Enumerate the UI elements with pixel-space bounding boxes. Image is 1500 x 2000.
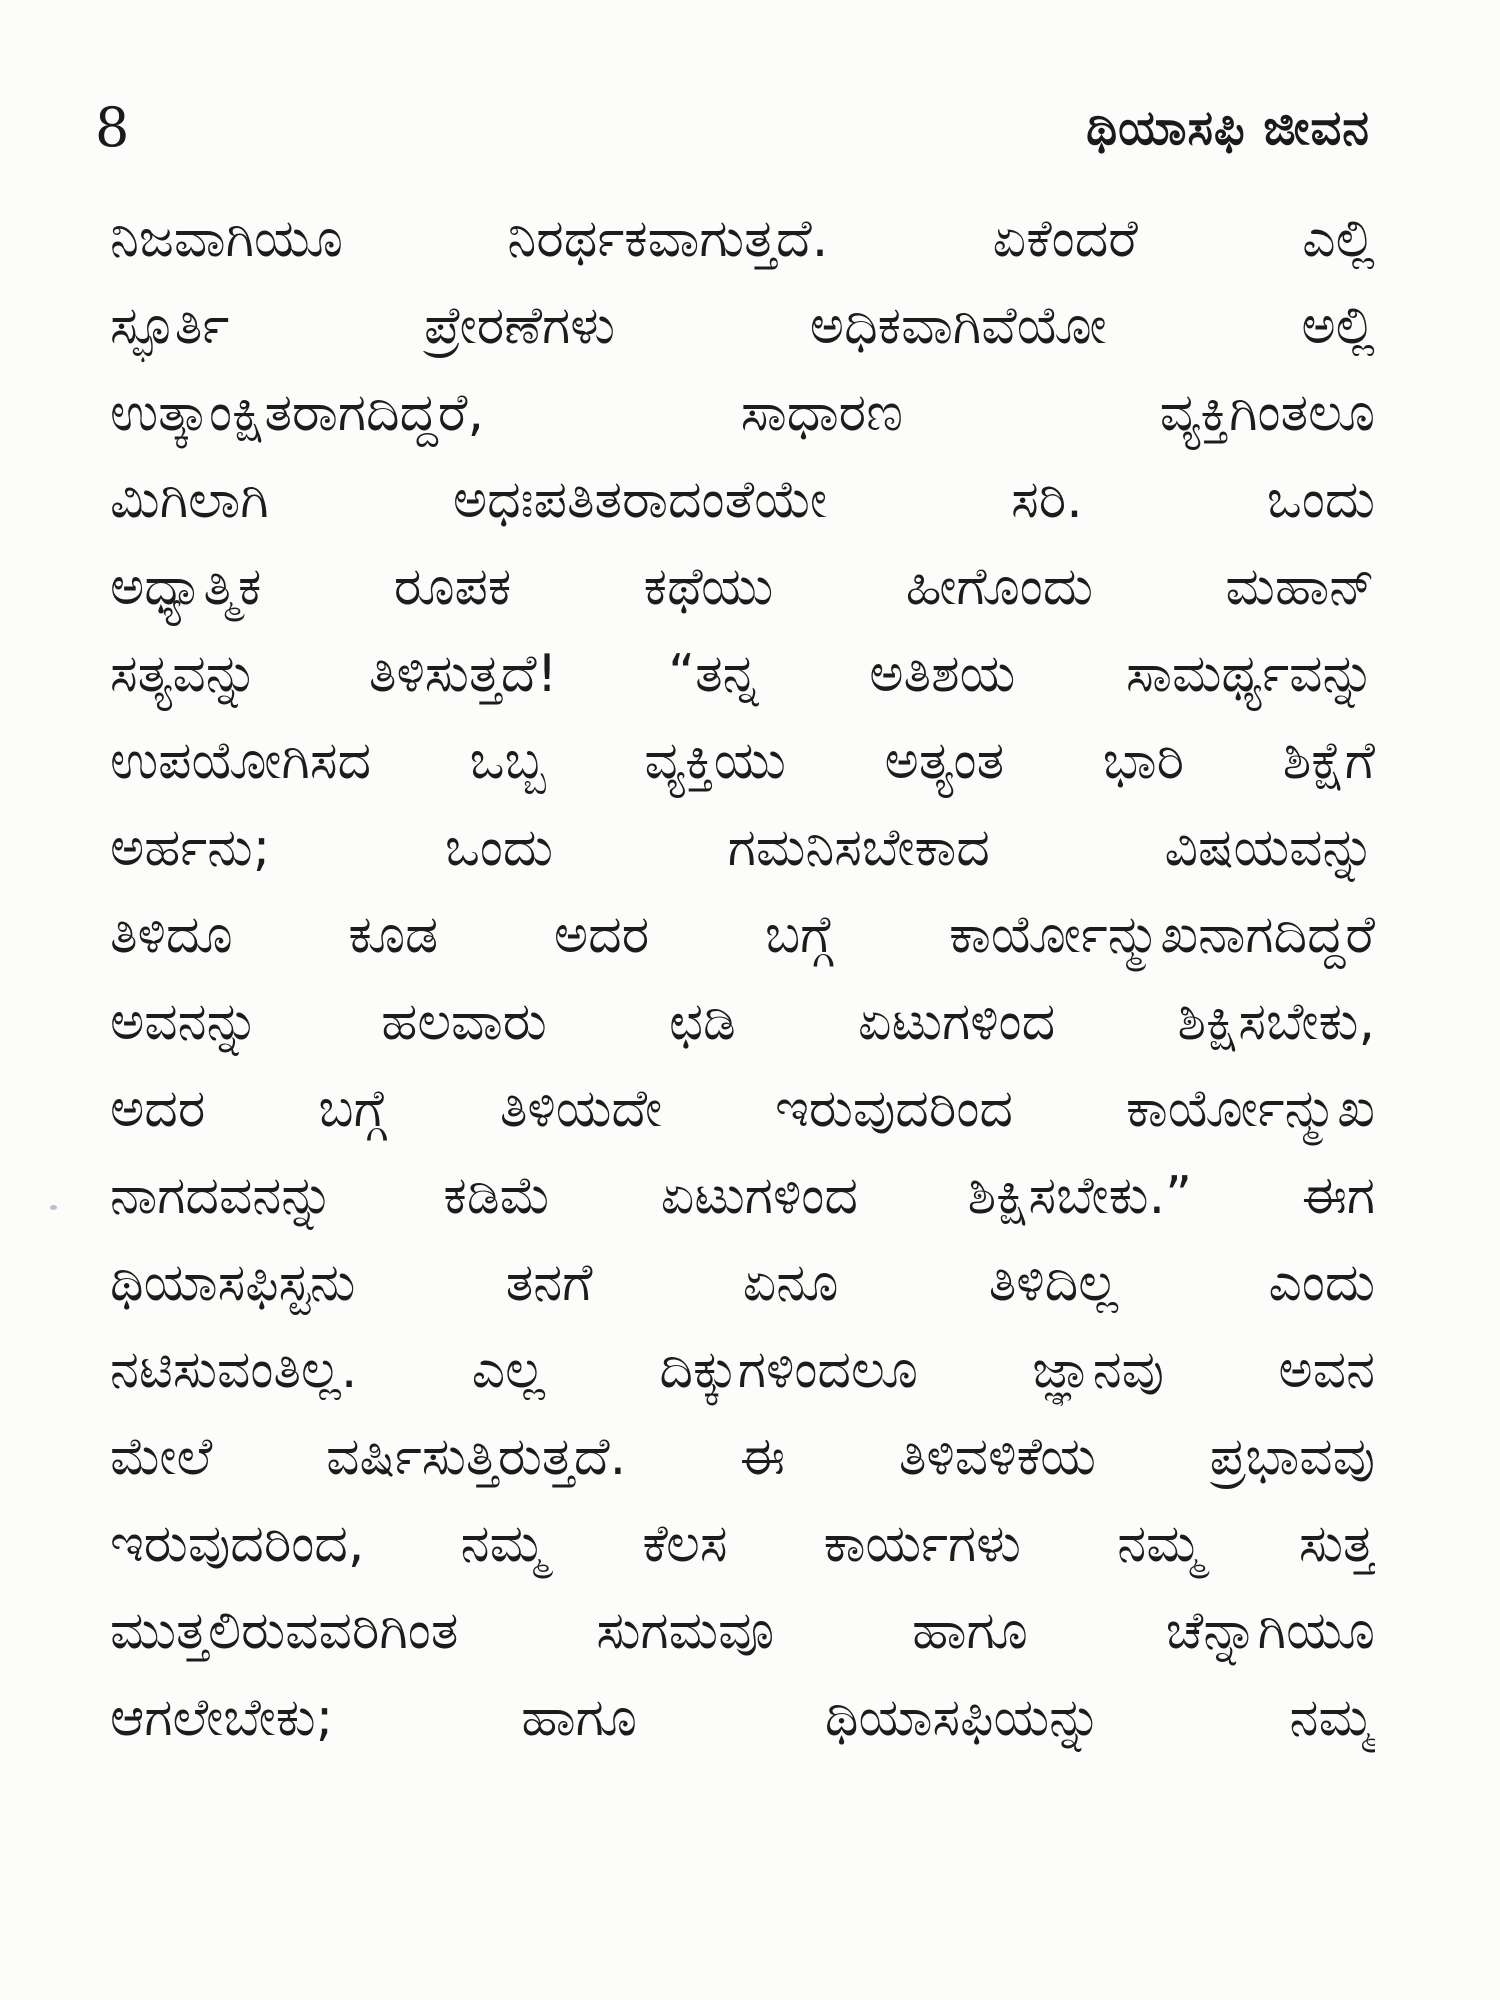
text-line: ಅಧ್ಯಾತ್ಮಿಕ ರೂಪಕ ಕಥೆಯು ಹೀಗೊಂದು ಮಹಾನ್ [110, 557, 1375, 617]
stray-ink-dot [50, 1205, 57, 1210]
text-line: ಇರುವುದರಿಂದ, ನಮ್ಮ ಕೆಲಸ ಕಾರ್ಯಗಳು ನಮ್ಮ ಸುತ್ತ [110, 1514, 1375, 1574]
text-line: ಮಿಗಿಲಾಗಿ ಅಧಃಪತಿತರಾದಂತೆಯೇ ಸರಿ. ಒಂದು [110, 470, 1375, 530]
text-line: ನಿಜವಾಗಿಯೂ ನಿರರ್ಥಕವಾಗುತ್ತದೆ. ಏಕೆಂದರೆ ಎಲ್ಲಿ [110, 209, 1375, 269]
body-text [110, 196, 1375, 1762]
page-header [95, 88, 1370, 168]
text-line: ಅದರ ಬಗ್ಗೆ ತಿಳಿಯದೇ ಇರುವುದರಿಂದ ಕಾರ್ಯೋನ್ಮುಖ [110, 1079, 1375, 1139]
running-title: ಥಿಯಾಸಫಿ ಜೀವನ [1086, 100, 1370, 156]
text-line: ಮೇಲೆ ವರ್ಷಿಸುತ್ತಿರುತ್ತದೆ. ಈ ತಿಳಿವಳಿಕೆಯ ಪ್ರಭಾವವು [110, 1427, 1375, 1487]
text-line: ಅರ್ಹನು; ಒಂದು ಗಮನಿಸಬೇಕಾದ ವಿಷಯವನ್ನು [110, 818, 1375, 878]
text-line: ಥಿಯಾಸಫಿಸ್ಟನು ತನಗೆ ಏನೂ ತಿಳಿದಿಲ್ಲ ಎಂದು [110, 1253, 1375, 1313]
text-line: ನಟಿಸುವಂತಿಲ್ಲ. ಎಲ್ಲ ದಿಕ್ಕುಗಳಿಂದಲೂ ಜ್ಞಾನವು ಅವನ [110, 1340, 1375, 1400]
text-line: ಉತ್ಕಾಂಕ್ಷಿತರಾಗದಿದ್ದರೆ, ಸಾಧಾರಣ ವ್ಯಕ್ತಿಗಿಂತಲೂ [110, 383, 1375, 443]
text-line: ಮುತ್ತಲಿರುವವರಿಗಿಂತ ಸುಗಮವೂ ಹಾಗೂ ಚೆನ್ನಾಗಿಯೂ [110, 1601, 1375, 1661]
text-line: ನಾಗದವನನ್ನು ಕಡಿಮೆ ಏಟುಗಳಿಂದ ಶಿಕ್ಷಿಸಬೇಕು.” ಈಗ [110, 1166, 1375, 1226]
text-line: ಸ್ಫೂರ್ತಿ ಪ್ರೇರಣೆಗಳು ಅಧಿಕವಾಗಿವೆಯೋ ಅಲ್ಲಿ [110, 296, 1375, 356]
text-line: ತಿಳಿದೂ ಕೂಡ ಅದರ ಬಗ್ಗೆ ಕಾರ್ಯೋನ್ಮುಖನಾಗದಿದ್ದರೆ [110, 905, 1375, 965]
text-line: ಅವನನ್ನು ಹಲವಾರು ಛಡಿ ಏಟುಗಳಿಂದ ಶಿಕ್ಷಿಸಬೇಕು, [110, 992, 1375, 1052]
text-line: ಸತ್ಯವನ್ನು ತಿಳಿಸುತ್ತದೆ! “ತನ್ನ ಅತಿಶಯ ಸಾಮರ್ಥ್ಯವನ್ನು [110, 644, 1375, 704]
text-line: ಆಗಲೇಬೇಕು; ಹಾಗೂ ಥಿಯಾಸಫಿಯನ್ನು ನಮ್ಮ [110, 1688, 1375, 1748]
page-number: 8 [95, 96, 130, 159]
text-line: ಉಪಯೋಗಿಸದ ಒಬ್ಬ ವ್ಯಕ್ತಿಯು ಅತ್ಯಂತ ಭಾರಿ ಶಿಕ್ಷೆಗೆ [110, 731, 1375, 791]
